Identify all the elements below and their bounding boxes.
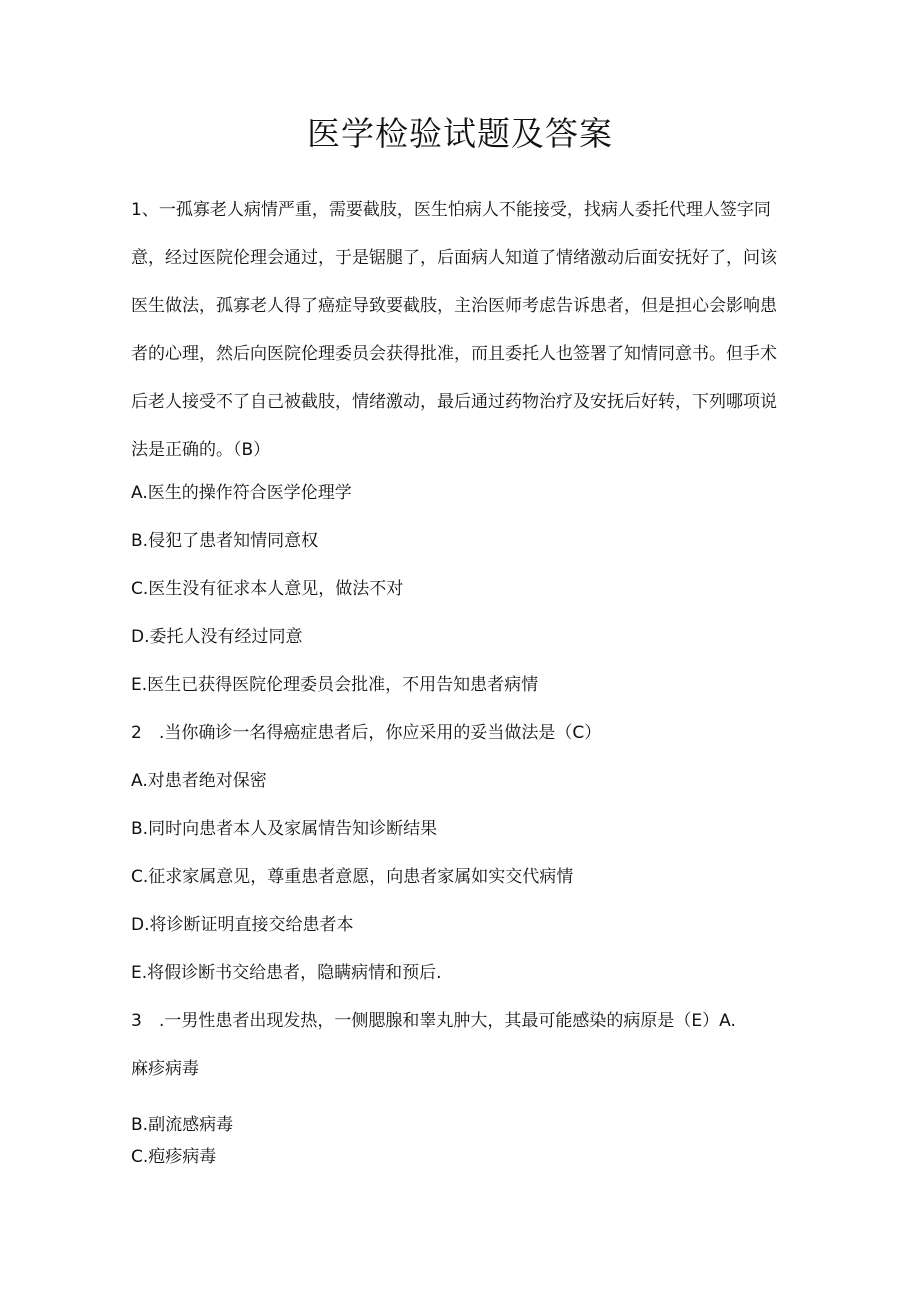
question-3-text: .一男性患者出现发热，一侧腮腺和睾丸肿大，其最可能感染的病原是（E）A. <box>159 1011 736 1031</box>
question-2-stem <box>131 721 601 745</box>
page-title: 医学检验试题及答案 <box>307 114 613 153</box>
question-1-option-d: D.委托人没有经过同意 <box>131 627 303 647</box>
question-2-option-d: D.将诊断证明直接交给患者本 <box>131 915 354 935</box>
question-1-option-e: E.医生已获得医院伦理委员会批准，不用告知患者病情 <box>131 675 539 695</box>
question-3-option-b: B.副流感病毒 <box>131 1115 234 1135</box>
question-1-option-b: B.侵犯了患者知情同意权 <box>131 531 319 551</box>
question-2-option-a: A.对患者绝对保密 <box>131 771 267 791</box>
question-2-option-e: E.将假诊断书交给患者，隐瞒病情和预后. <box>131 963 442 983</box>
question-3-stem <box>131 1009 736 1033</box>
question-2-option-c: C.征求家属意见，尊重患者意愿，向患者家属如实交代病情 <box>131 867 574 887</box>
question-2-number: 2 <box>131 723 142 743</box>
question-3-stem-continued: 麻疹病毒 <box>131 1059 199 1079</box>
question-1-option-a: A.医生的操作符合医学伦理学 <box>131 483 352 503</box>
question-2-option-b: B.同时向患者本人及家属情告知诊断结果 <box>131 819 438 839</box>
question-3-number: 3 <box>131 1011 142 1031</box>
question-3-option-c: C.疱疹病毒 <box>131 1147 217 1167</box>
question-1-stem: 1、一孤寡老人病情严重，需要截肢，医生怕病人不能接受，找病人委托代理人签字同意，经过医院伦理会通过，于是锯腿了，后面病人知道了情绪激动后面安抚好了，问该医生做法，孤寡老人得了癌症导致要截肢，主治医师考虑告诉患者，但是担心会影响患者的心理，然后向医院伦理委员会获得批准，而且委托人也签署了知情同意书。但手术后老人接受不了自己被截肢，情绪激动，最后通过药物治疗及安抚后好转，下列哪项说法是正确的。（B） <box>131 200 777 460</box>
question-1-option-c: C.医生没有征求本人意见，做法不对 <box>131 579 404 599</box>
question-2-text: .当你确诊一名得癌症患者后，你应采用的妥当做法是（C） <box>159 723 602 743</box>
